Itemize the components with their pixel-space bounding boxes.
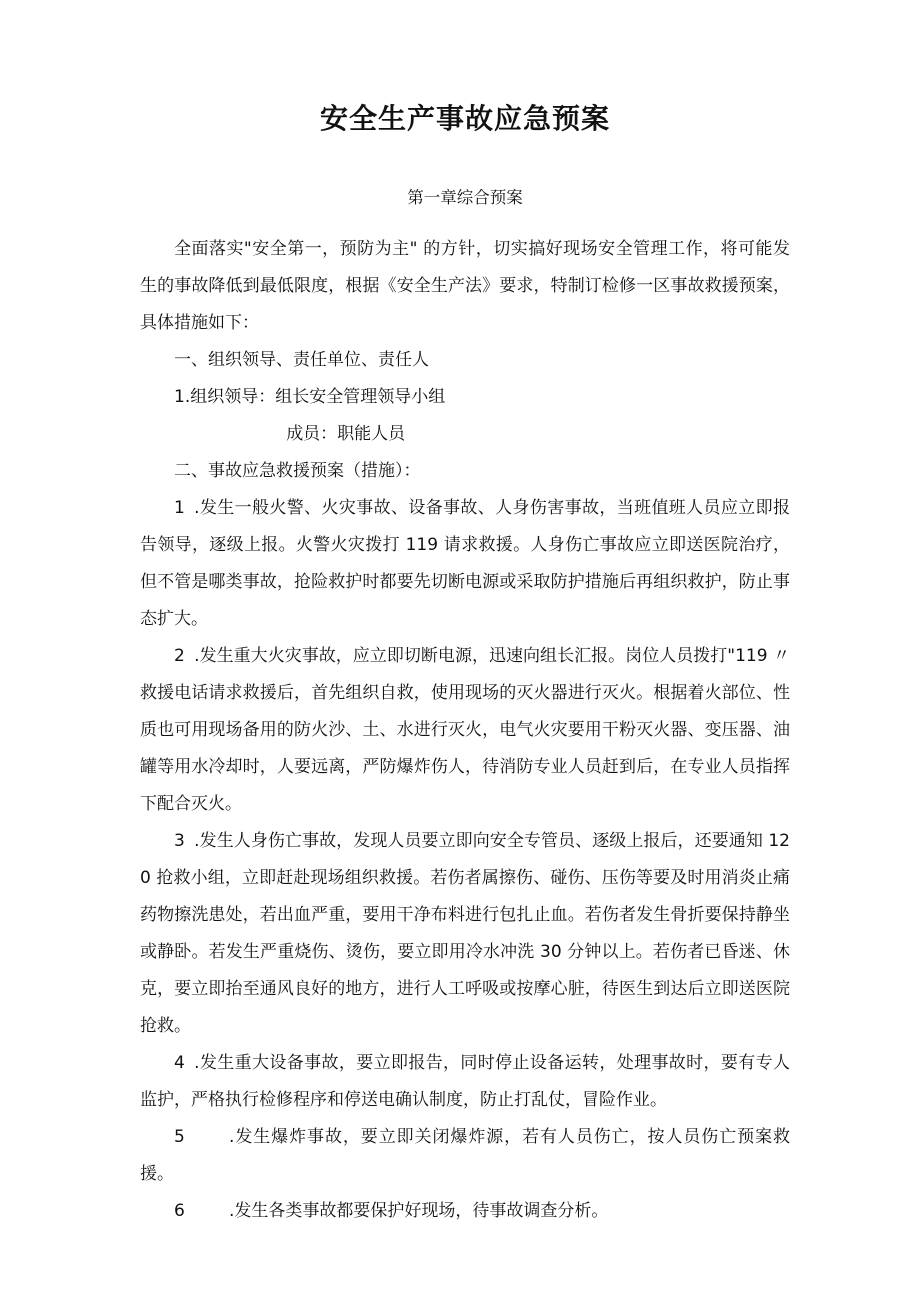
measure-text-4: .发生重大设备事故，要立即报告，同时停止设备运转，处理事故时，要有专人监护，严格执行检修程序和停送电确认制度，防止打乱仗，冒险作业。 — [140, 1052, 790, 1110]
measure-text-1: .发生一般火警、火灾事故、设备事故、人身伤害事故，当班值班人员应立即报告领导，逐级上报。火警火灾拨打 119 请求救援。人身伤亡事故应立即送医院治疗，但不管是哪类事故，抢险救护时都要先切断电源或采取防护措施后再组织救护，防止事态扩大。 — [140, 497, 790, 629]
list-item-members: 成员：职能人员 — [286, 423, 406, 444]
measure-text-2: .发生重大火灾事故，应立即切断电源，迅速向组长汇报。岗位人员拨打"119 〃救援电话请求救援后，首先组织自救，使用现场的灭火器进行灭火。根据着火部位、性质也可用现场备用的防火沙、土、水进行灭火，电气火灾要用干粉灭火器、变压器、油罐等用水冷却时，人要远离，严防爆炸伤人，待消防专业人员赶到后，在专业人员指挥下配合灭火。 — [140, 645, 790, 814]
chapter-heading: 第一章综合预案 — [407, 188, 523, 208]
list-item-org-leader: 1.组织领导：组长安全管理领导小组 — [174, 386, 446, 407]
section-heading-two: 二、事故应急救援预案（措施）： — [174, 460, 421, 481]
measure-number-4: 4 — [174, 1052, 185, 1073]
measure-item-1 — [140, 490, 790, 638]
measure-text-6: .发生各类事故都要保护好现场，待事故调查分析。 — [229, 1200, 609, 1221]
paragraph-intro: 全面落实"安全第一，预防为主" 的方针，切实搞好现场安全管理工作，将可能发生的事故降低到最低限度，根据《安全生产法》要求，特制订检修一区事故救援预案，具体措施如下： — [140, 238, 790, 333]
document-body — [140, 209, 790, 1230]
measure-item-3 — [140, 823, 790, 1045]
page-title: 安全生产事故应急预案 — [319, 102, 610, 135]
measure-number-6: 6 — [174, 1200, 185, 1221]
measure-text-3: .发生人身伤亡事故，发现人员要立即向安全专管员、逐级上报后，还要通知 120 抢救小组，立即赶赴现场组织救援。若伤者属擦伤、碰伤、压伤等要及时用消炎止痛药物擦洗患处，若出血严重，要用干净布料进行包扎止血。若伤者发生骨折要保持静坐或静卧。若发生严重烧伤、烫伤，要立即用冷水冲洗 30 分钟以上。若伤者已昏迷、休克，要立即抬至通风良好的地方，进行人工呼吸或按摩心脏，待医生到达后立即送医院抢救。 — [140, 830, 790, 1036]
measure-text-5: .发生爆炸事故，要立即关闭爆炸源，若有人员伤亡，按人员伤亡预案救援。 — [140, 1126, 790, 1184]
measure-number-5: 5 — [174, 1126, 185, 1147]
measure-item-4 — [140, 1045, 790, 1119]
measure-number-2: 2 — [174, 645, 185, 666]
measure-number-1: 1 — [174, 497, 185, 518]
measure-item-2 — [140, 638, 790, 823]
measure-number-3: 3 — [174, 830, 185, 851]
measure-item-6 — [140, 1193, 790, 1230]
section-heading-one: 一、组织领导、责任单位、责任人 — [174, 349, 429, 370]
measure-item-5 — [140, 1119, 790, 1193]
